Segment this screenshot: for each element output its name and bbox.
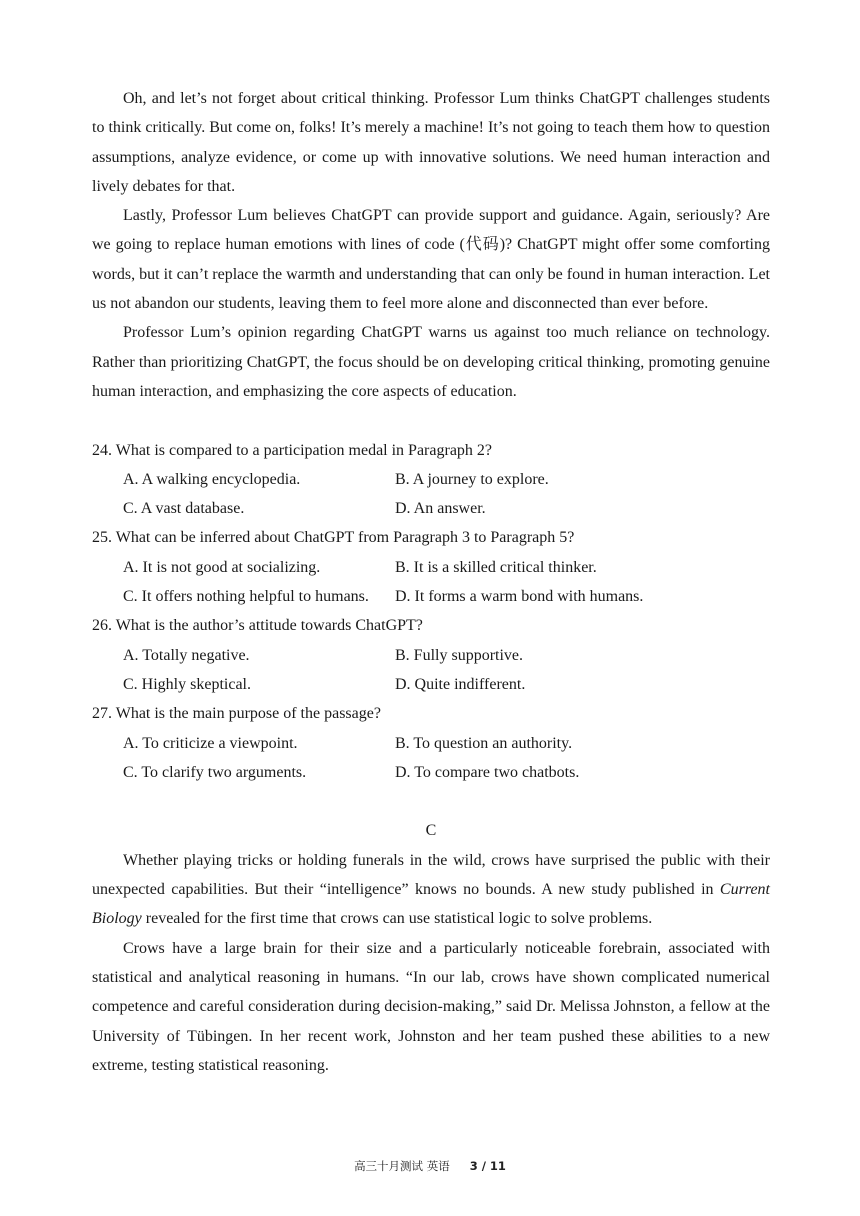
- paragraph-text: revealed for the first time that crows can use statistical logic to solve problems.: [141, 910, 653, 928]
- options-row: [92, 494, 770, 523]
- option-a[interactable]: A. To criticize a viewpoint.: [123, 734, 298, 752]
- passage-paragraph: Crows have a large brain for their size and a particularly noticeable forebrain, associated with statistical and analytical reasoning in humans. “In our lab, crows have shown complicated numerical competence and careful consideration during decision-making,” said Dr. Melissa Johnston, a fellow at the University of Tübingen. In her recent work, Johnston and her team pushed these abilities to a new extreme, testing statistical reasoning.: [92, 939, 770, 1074]
- option-d[interactable]: D. It forms a warm bond with humans.: [395, 588, 644, 606]
- option-d[interactable]: D. Quite indifferent.: [395, 675, 526, 693]
- options-row: [92, 758, 770, 787]
- section-title: C: [425, 822, 437, 840]
- page-footer: [0, 1158, 860, 1174]
- option-c[interactable]: C. To clarify two arguments.: [123, 763, 307, 781]
- option-c[interactable]: C. Highly skeptical.: [123, 675, 251, 693]
- passage-paragraph: Oh, and let’s not forget about critical thinking. Professor Lum thinks ChatGPT challenges students to think critically. But come on, folks! It’s merely a machine! It’s not going to teach them how to question assumptions, analyze evidence, or come up with innovative solutions. We need human interaction and lively debates for that.: [92, 90, 770, 195]
- options-row: [92, 465, 770, 494]
- option-b[interactable]: B. Fully supportive.: [395, 646, 524, 664]
- option-a[interactable]: A. Totally negative.: [123, 646, 250, 664]
- spacer: [92, 406, 770, 435]
- options-row: [92, 582, 770, 611]
- option-b[interactable]: B. A journey to explore.: [395, 470, 549, 488]
- journal-title: Current Biology: [92, 881, 770, 928]
- paragraph-text: Whether playing tricks or holding funerals in the wild, crows have surprised the public with their unexpected capabilities. But their “intelligence” knows no bounds. A new study published in: [92, 851, 770, 899]
- option-c[interactable]: C. A vast database.: [123, 500, 245, 518]
- passage-paragraph: Lastly, Professor Lum believes ChatGPT can provide support and guidance. Again, seriously? Are we going to replace human emotions with lines of code (代码)? ChatGPT might offer some comforting words, but it can’t replace the warmth and understanding that can only be found in human interaction. Let us not abandon our students, leaving them to feel more alone and disconnected than ever before.: [92, 207, 770, 313]
- option-c[interactable]: C. It offers nothing helpful to humans.: [123, 588, 369, 606]
- option-a[interactable]: A. A walking encyclopedia.: [123, 470, 301, 488]
- option-b[interactable]: B. It is a skilled critical thinker.: [395, 558, 597, 576]
- page-content: [92, 84, 770, 1080]
- option-b[interactable]: B. To question an authority.: [395, 734, 573, 752]
- spacer: [92, 787, 770, 816]
- page-number: 3 / 11: [469, 1159, 506, 1173]
- options-row: [92, 729, 770, 758]
- option-a[interactable]: A. It is not good at socializing.: [123, 558, 321, 576]
- question-stem: 24. What is compared to a participation medal in Paragraph 2?: [92, 441, 493, 459]
- passage-paragraph: Professor Lum’s opinion regarding ChatGPT warns us against too much reliance on technology. Rather than prioritizing ChatGPT, the focus should be on developing critical thinking, promoting genuine human interaction, and emphasizing the core aspects of education.: [92, 324, 770, 400]
- question-26: [92, 611, 770, 699]
- passage-paragraph: [92, 846, 770, 934]
- question-25: [92, 523, 770, 611]
- options-row: [92, 670, 770, 699]
- footer-label: 高三十月测试 英语: [354, 1159, 450, 1173]
- question-stem: 26. What is the author’s attitude towards ChatGPT?: [92, 617, 423, 635]
- option-d[interactable]: D. To compare two chatbots.: [395, 763, 580, 781]
- question-24: [92, 436, 770, 524]
- question-stem: 27. What is the main purpose of the passage?: [92, 705, 381, 723]
- options-row: [92, 553, 770, 582]
- question-27: [92, 699, 770, 787]
- question-stem: 25. What can be inferred about ChatGPT from Paragraph 3 to Paragraph 5?: [92, 529, 575, 547]
- options-row: [92, 641, 770, 670]
- option-d[interactable]: D. An answer.: [395, 500, 486, 518]
